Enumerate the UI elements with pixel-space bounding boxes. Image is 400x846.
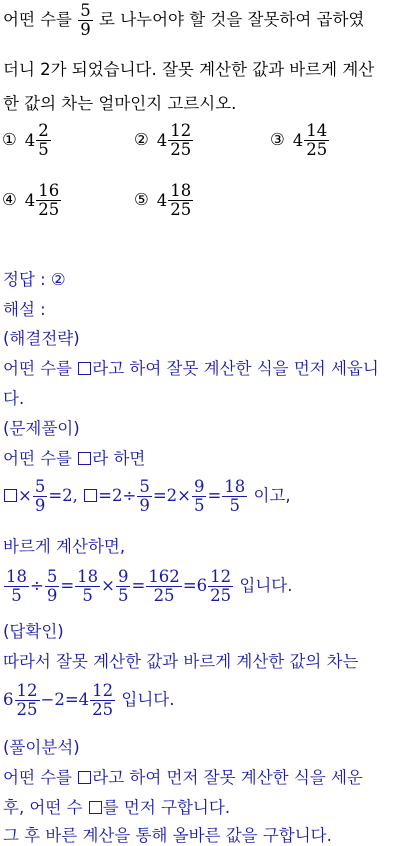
- whole-number: 4: [24, 131, 36, 150]
- text: 라고 하여 잘못 계산한 식을 먼저 세웁니: [92, 359, 379, 378]
- blank-box-icon: [84, 489, 97, 502]
- denominator: 5: [193, 496, 205, 515]
- numerator: 12: [92, 681, 114, 700]
- numerator: 162: [148, 567, 180, 586]
- operator: =: [131, 576, 146, 595]
- equation-tail: 이고,: [253, 486, 291, 505]
- problem-text: 로 나누어야 할 것을 잘못하여 곱하였: [99, 10, 365, 29]
- fraction: [146, 568, 182, 605]
- numerator: 18: [170, 181, 192, 200]
- denominator: 5: [38, 140, 49, 159]
- numerator: 12: [16, 681, 38, 700]
- fraction: [116, 568, 131, 605]
- fraction: [4, 568, 29, 605]
- numerator: 5: [80, 1, 91, 20]
- numerator: 18: [77, 567, 99, 586]
- text: 어떤 수를: [3, 449, 73, 468]
- check-text: 따라서 잘못 계산한 값과 바르게 계산한 값의 차는: [3, 652, 359, 671]
- blank-box-icon: [78, 452, 91, 465]
- denominator: 9: [80, 20, 91, 39]
- strategy-text-2: 다.: [3, 389, 25, 408]
- operator: ÷: [30, 576, 44, 595]
- strategy-label: (해결전략): [3, 329, 80, 348]
- numerator: 18: [224, 477, 246, 496]
- denominator: 5: [75, 586, 100, 605]
- denominator: 5: [222, 496, 247, 515]
- fraction: [168, 122, 193, 159]
- blank-box-icon: [89, 801, 102, 814]
- equation-text: =: [207, 486, 222, 505]
- fraction: [75, 568, 100, 605]
- equation-tail: 입니다.: [239, 576, 293, 595]
- denominator: 9: [139, 496, 150, 515]
- choice-mark: ①: [2, 130, 17, 149]
- fraction: [222, 478, 247, 515]
- whole-number: 6: [3, 690, 14, 709]
- answer-line: 정답 : ②: [3, 270, 66, 289]
- denominator: 25: [92, 700, 114, 719]
- numerator: 14: [306, 121, 328, 140]
- choice-5[interactable]: [134, 182, 194, 219]
- denominator: 5: [4, 586, 29, 605]
- numerator: 9: [117, 567, 129, 586]
- choice-mark: ②: [134, 130, 149, 149]
- fraction: [36, 122, 51, 159]
- operator: =6: [182, 576, 208, 595]
- whole-number: 4: [156, 191, 168, 210]
- equation-text: =2,: [48, 486, 78, 505]
- whole-number: 4: [24, 191, 36, 210]
- numerator: 5: [139, 477, 150, 496]
- text: 라고 하여 먼저 잘못 계산한 식을 세운: [92, 768, 363, 787]
- operator: ×: [101, 576, 115, 595]
- text: 후, 어떤 수: [3, 798, 83, 817]
- choice-2[interactable]: [134, 122, 194, 159]
- denominator: 25: [210, 586, 232, 605]
- problem-text: 어떤 수를: [3, 10, 73, 29]
- solve-label: (문제풀이): [3, 419, 80, 438]
- analysis-text-3: 그 후 바른 계산을 통해 올바른 값을 구합니다.: [3, 826, 332, 845]
- denominator: 9: [34, 496, 46, 515]
- equation-text: =2÷: [98, 486, 137, 505]
- denominator: 25: [146, 586, 182, 605]
- fraction: [304, 122, 329, 159]
- denominator: 25: [170, 140, 192, 159]
- strategy-text-1: [3, 359, 379, 379]
- denominator: 25: [306, 140, 328, 159]
- numerator: 5: [34, 477, 46, 496]
- operator: =: [60, 576, 75, 595]
- problem-line-3: 한 값의 차는 얼마인지 고르시오.: [3, 94, 237, 113]
- numerator: 2: [38, 121, 49, 140]
- fraction: [36, 182, 61, 219]
- blank-box-icon: [78, 771, 91, 784]
- equation-text: =2×: [152, 486, 191, 505]
- text: 를 먼저 구합니다.: [102, 798, 231, 817]
- blank-box-icon: [78, 362, 91, 375]
- blank-box-icon: [4, 489, 17, 502]
- fraction: [208, 568, 233, 605]
- explain-label: 해설 :: [3, 300, 46, 319]
- numerator: 9: [193, 477, 205, 496]
- equation-3: [3, 682, 174, 719]
- equation-tail: 입니다.: [121, 690, 175, 709]
- correct-text: 바르게 계산하면,: [3, 537, 126, 556]
- solve-text-1: [3, 449, 145, 469]
- problem-line-1: [3, 2, 364, 39]
- numerator: 5: [46, 567, 58, 586]
- fraction: [90, 682, 115, 719]
- denominator: 9: [46, 586, 58, 605]
- choice-4[interactable]: [2, 182, 62, 219]
- fraction: [137, 478, 152, 515]
- numerator: 12: [210, 567, 232, 586]
- fraction: [15, 682, 40, 719]
- numerator: 18: [6, 567, 27, 586]
- whole-number: 4: [292, 131, 304, 150]
- problem-line-2: 더니 2가 되었습니다. 잘못 계산한 값과 바르게 계산: [3, 60, 375, 79]
- choice-3[interactable]: [270, 122, 330, 159]
- fraction: [168, 182, 193, 219]
- numerator: 16: [38, 181, 60, 200]
- choice-mark: ③: [270, 130, 285, 149]
- fraction: [45, 568, 60, 605]
- text: 라 하면: [92, 449, 146, 468]
- equation-1: × $\frac{5}{9}$ =2, =2÷ $\frac{5}{9}$ =2× $\frac{9}{5}$ = $\frac{18}{5}$ 이고,: [3, 478, 291, 515]
- numerator: 12: [170, 121, 192, 140]
- whole-number: 4: [156, 131, 168, 150]
- fraction: [78, 2, 93, 39]
- denominator: 25: [16, 700, 38, 719]
- denominator: 25: [170, 200, 192, 219]
- check-label: (답확인): [3, 622, 64, 641]
- choice-mark: ⑤: [134, 190, 149, 209]
- text: 어떤 수를: [3, 768, 73, 787]
- equation-text: −2=4: [40, 690, 90, 709]
- equation-2: [3, 568, 292, 605]
- analysis-text-2: [3, 798, 230, 818]
- choice-mark: ④: [2, 190, 17, 209]
- text: 어떤 수를: [3, 359, 73, 378]
- choice-1[interactable]: [2, 122, 52, 159]
- fraction: [33, 478, 48, 515]
- denominator: 25: [38, 200, 60, 219]
- fraction: [192, 478, 207, 515]
- analysis-text-1: [3, 768, 363, 788]
- analysis-label: (풀이분석): [3, 738, 80, 757]
- denominator: 5: [117, 586, 129, 605]
